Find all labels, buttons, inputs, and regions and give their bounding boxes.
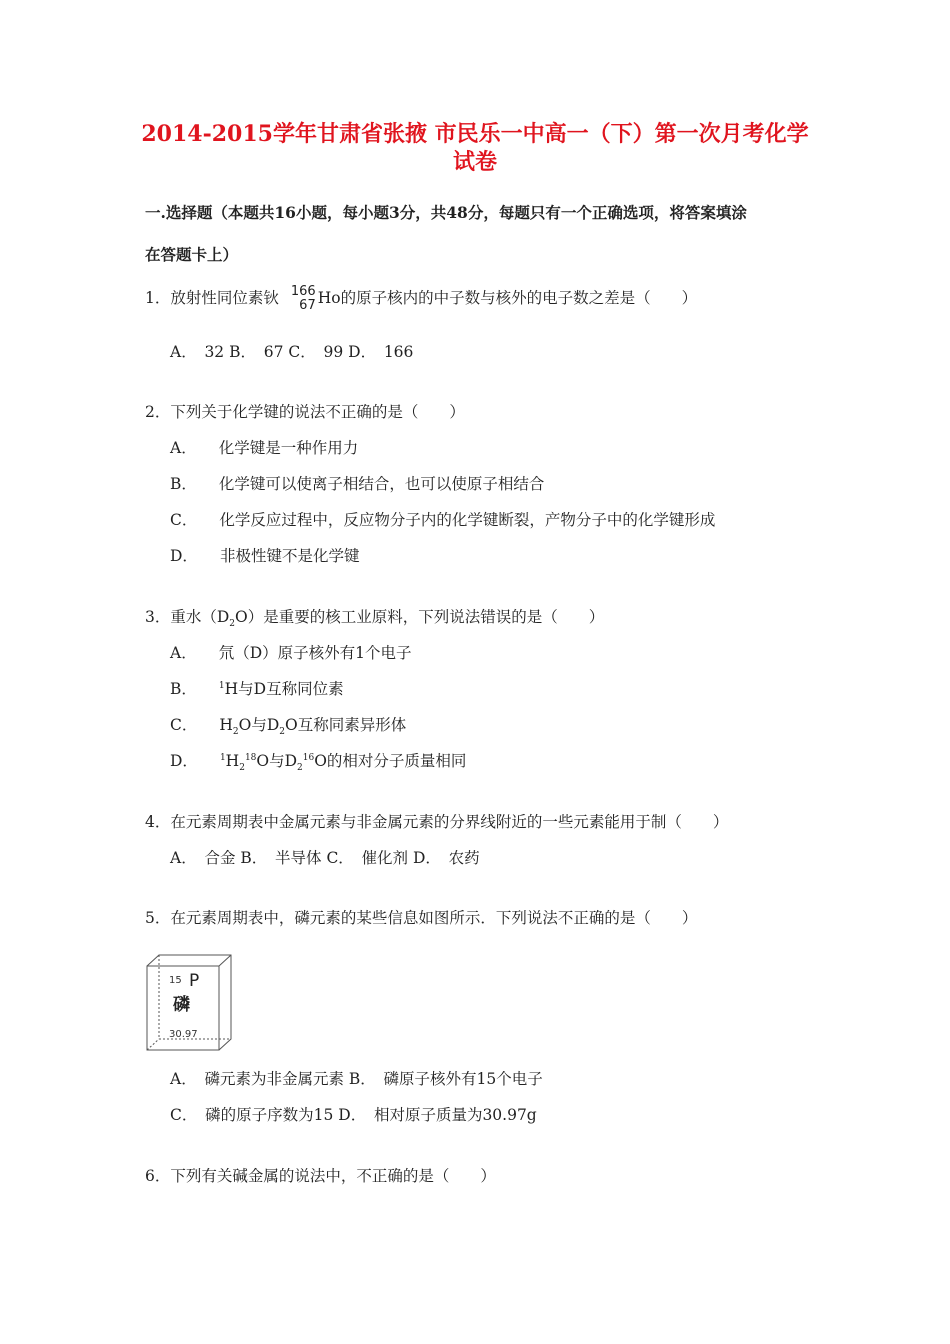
stem-part: 3．重水（D <box>145 608 230 626</box>
question-4-stem: 4．在元素周期表中金属元素与非金属元素的分界线附近的一些元素能用于制（ ） <box>145 813 729 831</box>
question-4-options: A． 合金 B． 半导体 C． 催化剂 D． 农药 <box>170 849 480 867</box>
periodic-table-cell-figure <box>145 953 235 1053</box>
section-heading-line2: 在答题卡上） <box>145 245 239 264</box>
question-2-option-b <box>170 472 544 494</box>
question-1-pre: 放射性同位素钬 <box>170 289 279 307</box>
formula-part: H <box>219 716 233 734</box>
element-symbol: P <box>189 971 200 991</box>
subscript: 2 <box>279 727 286 738</box>
stem-part: O）是重要的核工业原料，下列说法错误的是（ ） <box>235 608 605 626</box>
question-1-post: 的原子核内的中子数与核外的电子数之差是（ ） <box>340 289 698 307</box>
question-1-number: 1． <box>145 289 171 307</box>
section-heading-line1: 一.选择题（本题共16小题，每小题3分，共48分，每题只有一个正确选项，将答案填涂 <box>145 203 747 222</box>
question-5-options-ab: A． 磷元素为非金属元素 B． 磷原子核外有15个电子 <box>170 1070 543 1088</box>
question-3-option-d <box>170 749 466 773</box>
option-text: 化学键可以使离子相结合，也可以使原子相结合 <box>218 475 545 493</box>
option-text: 非极性键不是化学键 <box>219 547 360 565</box>
option-text: 化学反应过程中，反应物分子内的化学键断裂，产物分子中的化学键形成 <box>219 511 716 529</box>
option-label: D． <box>170 752 198 770</box>
option-text: 氘（D）原子核外有1个电子 <box>218 644 412 662</box>
option-label: A． <box>170 644 197 662</box>
question-1-stem <box>145 285 697 313</box>
option-text: H与D互称同位素 <box>224 680 344 698</box>
element-mass: 30.97 <box>169 1029 198 1040</box>
element-name: 磷 <box>173 995 190 1015</box>
cell-hidden-edge <box>147 1039 159 1050</box>
question-3-stem <box>145 605 604 629</box>
option-label: D． <box>170 547 198 565</box>
question-2-option-a <box>170 436 358 458</box>
exam-title-line1: 2014-2015学年甘肃省张掖 市民乐一中高一（下）第一次月考化学 <box>141 121 809 147</box>
subscript: 2 <box>239 763 245 774</box>
stem-subscript: 2 <box>229 619 236 630</box>
superscript: 16 <box>302 752 315 763</box>
nuclide-symbol: Ho <box>317 289 341 307</box>
question-3-option-a <box>170 641 412 663</box>
formula-part: H <box>225 752 240 770</box>
option-text: 化学键是一种作用力 <box>218 439 359 457</box>
formula-part: O与D <box>256 752 298 770</box>
nuclide-mass: 166 <box>290 284 316 299</box>
subscript: 2 <box>297 763 303 774</box>
question-1-options: A． 32 B． 67 C． 99 D． 166 <box>170 343 414 361</box>
cell-depth-edge <box>219 955 231 966</box>
formula-part: O与D <box>238 716 280 734</box>
question-2-option-c <box>170 508 715 530</box>
superscript: 18 <box>244 752 257 763</box>
superscript: 1 <box>218 680 225 691</box>
nuclide-notation <box>291 285 316 313</box>
question-6-stem: 6．下列有关碱金属的说法中，不正确的是（ ） <box>145 1167 496 1185</box>
option-label: B． <box>170 475 197 493</box>
element-number: 15 <box>169 975 182 986</box>
question-2-stem: 2．下列关于化学键的说法不正确的是（ ） <box>145 403 465 421</box>
option-label: C． <box>170 716 198 734</box>
question-5-stem: 5．在元素周期表中，磷元素的某些信息如图所示．下列说法不正确的是（ ） <box>145 909 698 927</box>
option-label: B． <box>170 680 197 698</box>
superscript: 1 <box>219 752 226 763</box>
formula-part: O的相对分子质量相同 <box>314 752 467 770</box>
formula-part: O互称同素异形体 <box>285 716 407 734</box>
question-2-option-d <box>170 544 359 566</box>
question-5-options-cd: C． 磷的原子序数为15 D． 相对原子质量为30.97g <box>170 1106 537 1124</box>
question-3-option-c <box>170 713 406 737</box>
subscript: 2 <box>232 727 239 738</box>
exam-title-line2: 试卷 <box>452 149 497 175</box>
option-label: C． <box>170 511 198 529</box>
question-3-option-b <box>170 677 344 699</box>
option-label: A． <box>170 439 197 457</box>
nuclide-atomic-number: 67 <box>299 298 316 313</box>
